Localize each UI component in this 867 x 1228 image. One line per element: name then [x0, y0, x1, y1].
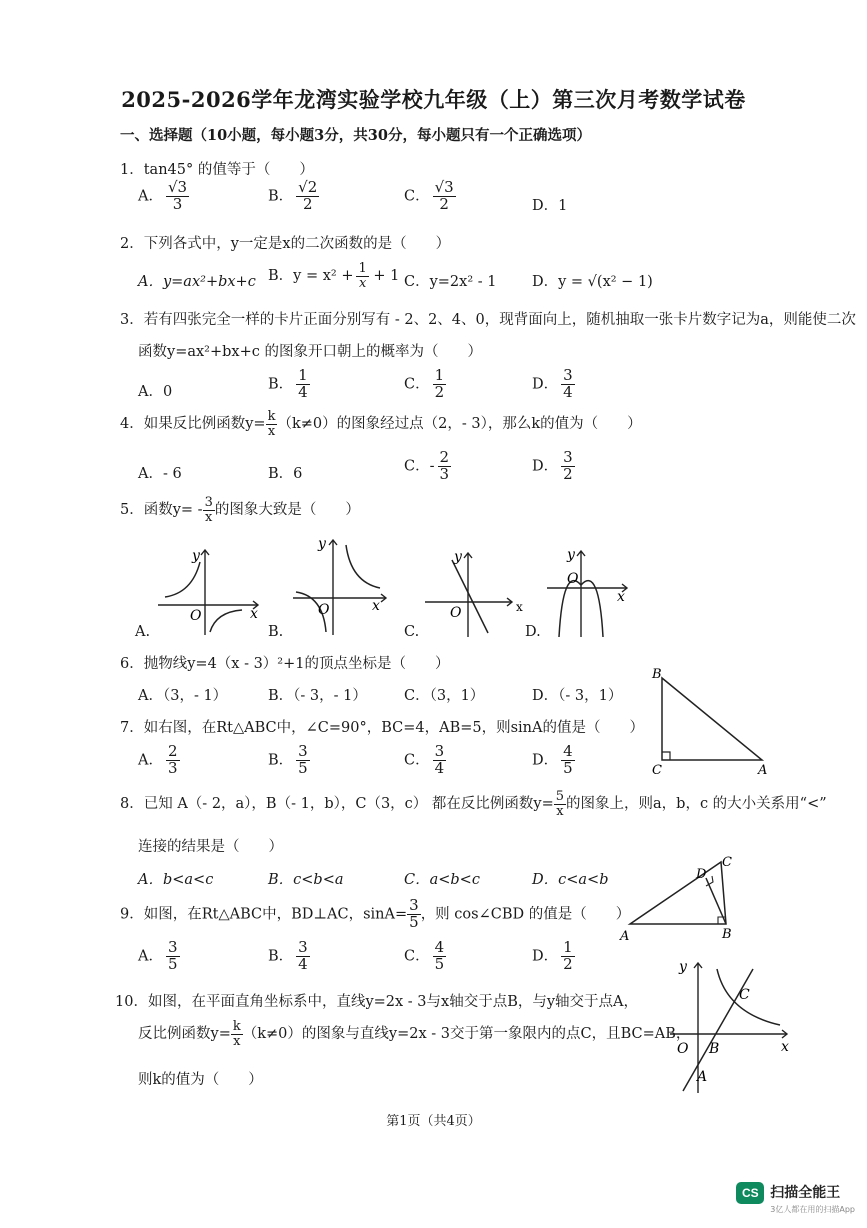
graph-a-origin: O	[190, 608, 202, 624]
q6-option-d: D．（- 3，1）	[532, 688, 623, 704]
q2-option-c: C．y=2x² - 1	[404, 274, 497, 290]
graph-b-x-label: x	[372, 598, 380, 614]
question-10-stem-line2: 反比例函数y= $\frac{k}{x}$ （k≠0）的图象与直线y=2x - 3交于第一象限内的点C，且BC=AB，	[138, 1019, 691, 1049]
q6-option-a: A．（3，- 1）	[138, 688, 228, 704]
q5-graph-a	[150, 540, 265, 640]
graph-c-origin: O	[450, 605, 462, 621]
q7-option-c: C． $\frac{3}{4}$	[404, 742, 445, 777]
q1-option-a: A． $\frac{√3}{3}$	[138, 178, 188, 213]
q10-label-b: B	[709, 1041, 720, 1057]
q4-option-d: D． $\frac{3}{2}$	[532, 448, 573, 483]
q2-option-b: B．y = x² + $\frac{1}{x}$ + 1	[268, 261, 400, 291]
section-heading: 一、选择题（10小题，每小题3分，共30分，每小题只有一个正确选项）	[120, 127, 591, 144]
question-5-stem: 5．函数y= - $\frac{3}{x}$ 的图象大致是（ ）	[120, 495, 360, 525]
graph-b-origin: O	[318, 602, 330, 618]
q5-graph-b	[288, 530, 393, 640]
q8-option-c: C．a<b<c	[404, 872, 480, 888]
q9-label-c: C	[722, 855, 732, 870]
q7-label-a: A	[758, 763, 768, 776]
question-3-stem-line1: 3．若有四张完全一样的卡片正面分别写有 - 2、2、4、0，现背面向上，随机抽取一张卡片数字记为a，则能使二次	[120, 312, 856, 328]
q4-option-c: C．- $\frac{2}{3}$	[404, 448, 450, 483]
q5-option-b: B.	[268, 624, 284, 640]
q2-option-a: A．y=ax²+bx+c	[138, 274, 256, 290]
q1-option-b: B． $\frac{√2}{2}$	[268, 178, 318, 213]
graph-c-y-label: y	[454, 549, 462, 565]
graph-d-x-label: x	[617, 589, 625, 605]
q1-option-c: C． $\frac{√3}{2}$	[404, 178, 454, 213]
question-1-stem: 1．tan45° 的值等于（ ）	[120, 162, 314, 178]
q9-option-c: C． $\frac{4}{5}$	[404, 938, 445, 973]
q9-option-d: D． $\frac{1}{2}$	[532, 938, 573, 973]
q3-option-a: A．0	[138, 384, 173, 400]
q8-option-a: A．b<a<c	[138, 872, 214, 888]
q9-option-a: A． $\frac{3}{5}$	[138, 938, 178, 973]
scanner-app-name: 扫描全能王	[770, 1185, 841, 1201]
q9-label-b: B	[722, 927, 732, 942]
question-9-stem: 9．如图，在Rt△ABC中，BD⊥AC，sinA= $\frac{3}{5}$ ，则 cos∠CBD 的值是（ ）	[120, 896, 631, 931]
q3-option-c: C． $\frac{1}{2}$	[404, 366, 445, 401]
q6-option-b: B．（- 3，- 1）	[268, 688, 367, 704]
exam-title: 2025-2026学年龙湾实验学校九年级（上）第三次月考数学试卷	[121, 87, 746, 112]
q7-label-c: C	[652, 763, 662, 776]
question-7-stem: 7．如右图，在Rt△ABC中，∠C=90°，BC=4，AB=5，则sinA的值是（ ）	[120, 720, 644, 736]
q3-option-b: B． $\frac{1}{4}$	[268, 366, 308, 401]
q5-option-c: C.	[404, 624, 420, 640]
q7-option-b: B． $\frac{3}{5}$	[268, 742, 308, 777]
q5-graph-d	[545, 545, 640, 640]
q3-option-d: D． $\frac{3}{4}$	[532, 366, 573, 401]
q9-label-d: D	[696, 867, 707, 882]
question-10-stem-line1: 10．如图，在平面直角坐标系中，直线y=2x - 3与x轴交于点B，与y轴交于点A，	[115, 994, 639, 1010]
q8-option-b: B．c<b<a	[268, 872, 344, 888]
question-8-stem-line1: 8．已知 A（- 2，a），B（- 1，b），C（3，c） 都在反比例函数y= $\frac{5}{x}$ 的图象上，则a，b，c 的大小关系用“<”	[120, 789, 827, 819]
q5-graph-c	[420, 545, 525, 640]
q7-triangle-figure	[648, 664, 778, 776]
q9-label-a: A	[620, 929, 630, 944]
graph-c-x-label: x	[516, 600, 523, 614]
question-8-stem-line2: 连接的结果是（ ）	[138, 839, 283, 855]
graph-a-x-label: x	[250, 606, 258, 622]
q1-option-d: D．1	[532, 198, 568, 214]
page-footer: 第1页（共4页）	[386, 1114, 481, 1129]
graph-d-y-label: y	[567, 547, 575, 563]
q5-option-a: A.	[135, 624, 151, 640]
graph-b-y-label: y	[318, 536, 326, 552]
question-3-stem-line2: 函数y=ax²+bx+c 的图象开口朝上的概率为（ ）	[138, 344, 482, 360]
q10-origin-label: O	[677, 1041, 689, 1057]
q10-x-label: x	[781, 1039, 789, 1055]
q10-label-c: C	[739, 987, 750, 1003]
camscanner-logo-icon: CS	[736, 1182, 764, 1204]
scanner-watermark	[736, 1182, 855, 1215]
question-4-stem: 4．如果反比例函数y= $\frac{k}{x}$ （k≠0）的图象经过点（2，- 3），那么k的值为（ ）	[120, 409, 642, 439]
scanner-slogan: 3亿人都在用的扫描App	[770, 1205, 855, 1214]
q10-label-a: A	[697, 1069, 708, 1085]
q4-option-b: B．6	[268, 466, 303, 482]
q4-option-a: A．- 6	[138, 466, 182, 482]
question-2-stem: 2．下列各式中，y一定是x的二次函数的是（ ）	[120, 236, 451, 252]
question-6-stem: 6．抛物线y=4（x - 3）²+1的顶点坐标是（ ）	[120, 656, 450, 672]
q7-option-d: D． $\frac{4}{5}$	[532, 742, 573, 777]
q2-option-d: D．y = √(x² − 1)	[532, 274, 653, 290]
question-10-stem-line3: 则k的值为（ ）	[138, 1072, 263, 1088]
q5-option-d: D.	[525, 624, 541, 640]
q9-triangle-figure	[618, 852, 748, 944]
q6-option-c: C．（3，1）	[404, 688, 485, 704]
graph-a-y-label: y	[192, 548, 200, 564]
q8-option-d: D．c<a<b	[532, 872, 609, 888]
q7-option-a: A． $\frac{2}{3}$	[138, 742, 178, 777]
q9-option-b: B． $\frac{3}{4}$	[268, 938, 308, 973]
q7-label-b: B	[652, 667, 662, 682]
q10-y-label: y	[679, 959, 687, 975]
graph-d-origin: O	[567, 571, 579, 587]
